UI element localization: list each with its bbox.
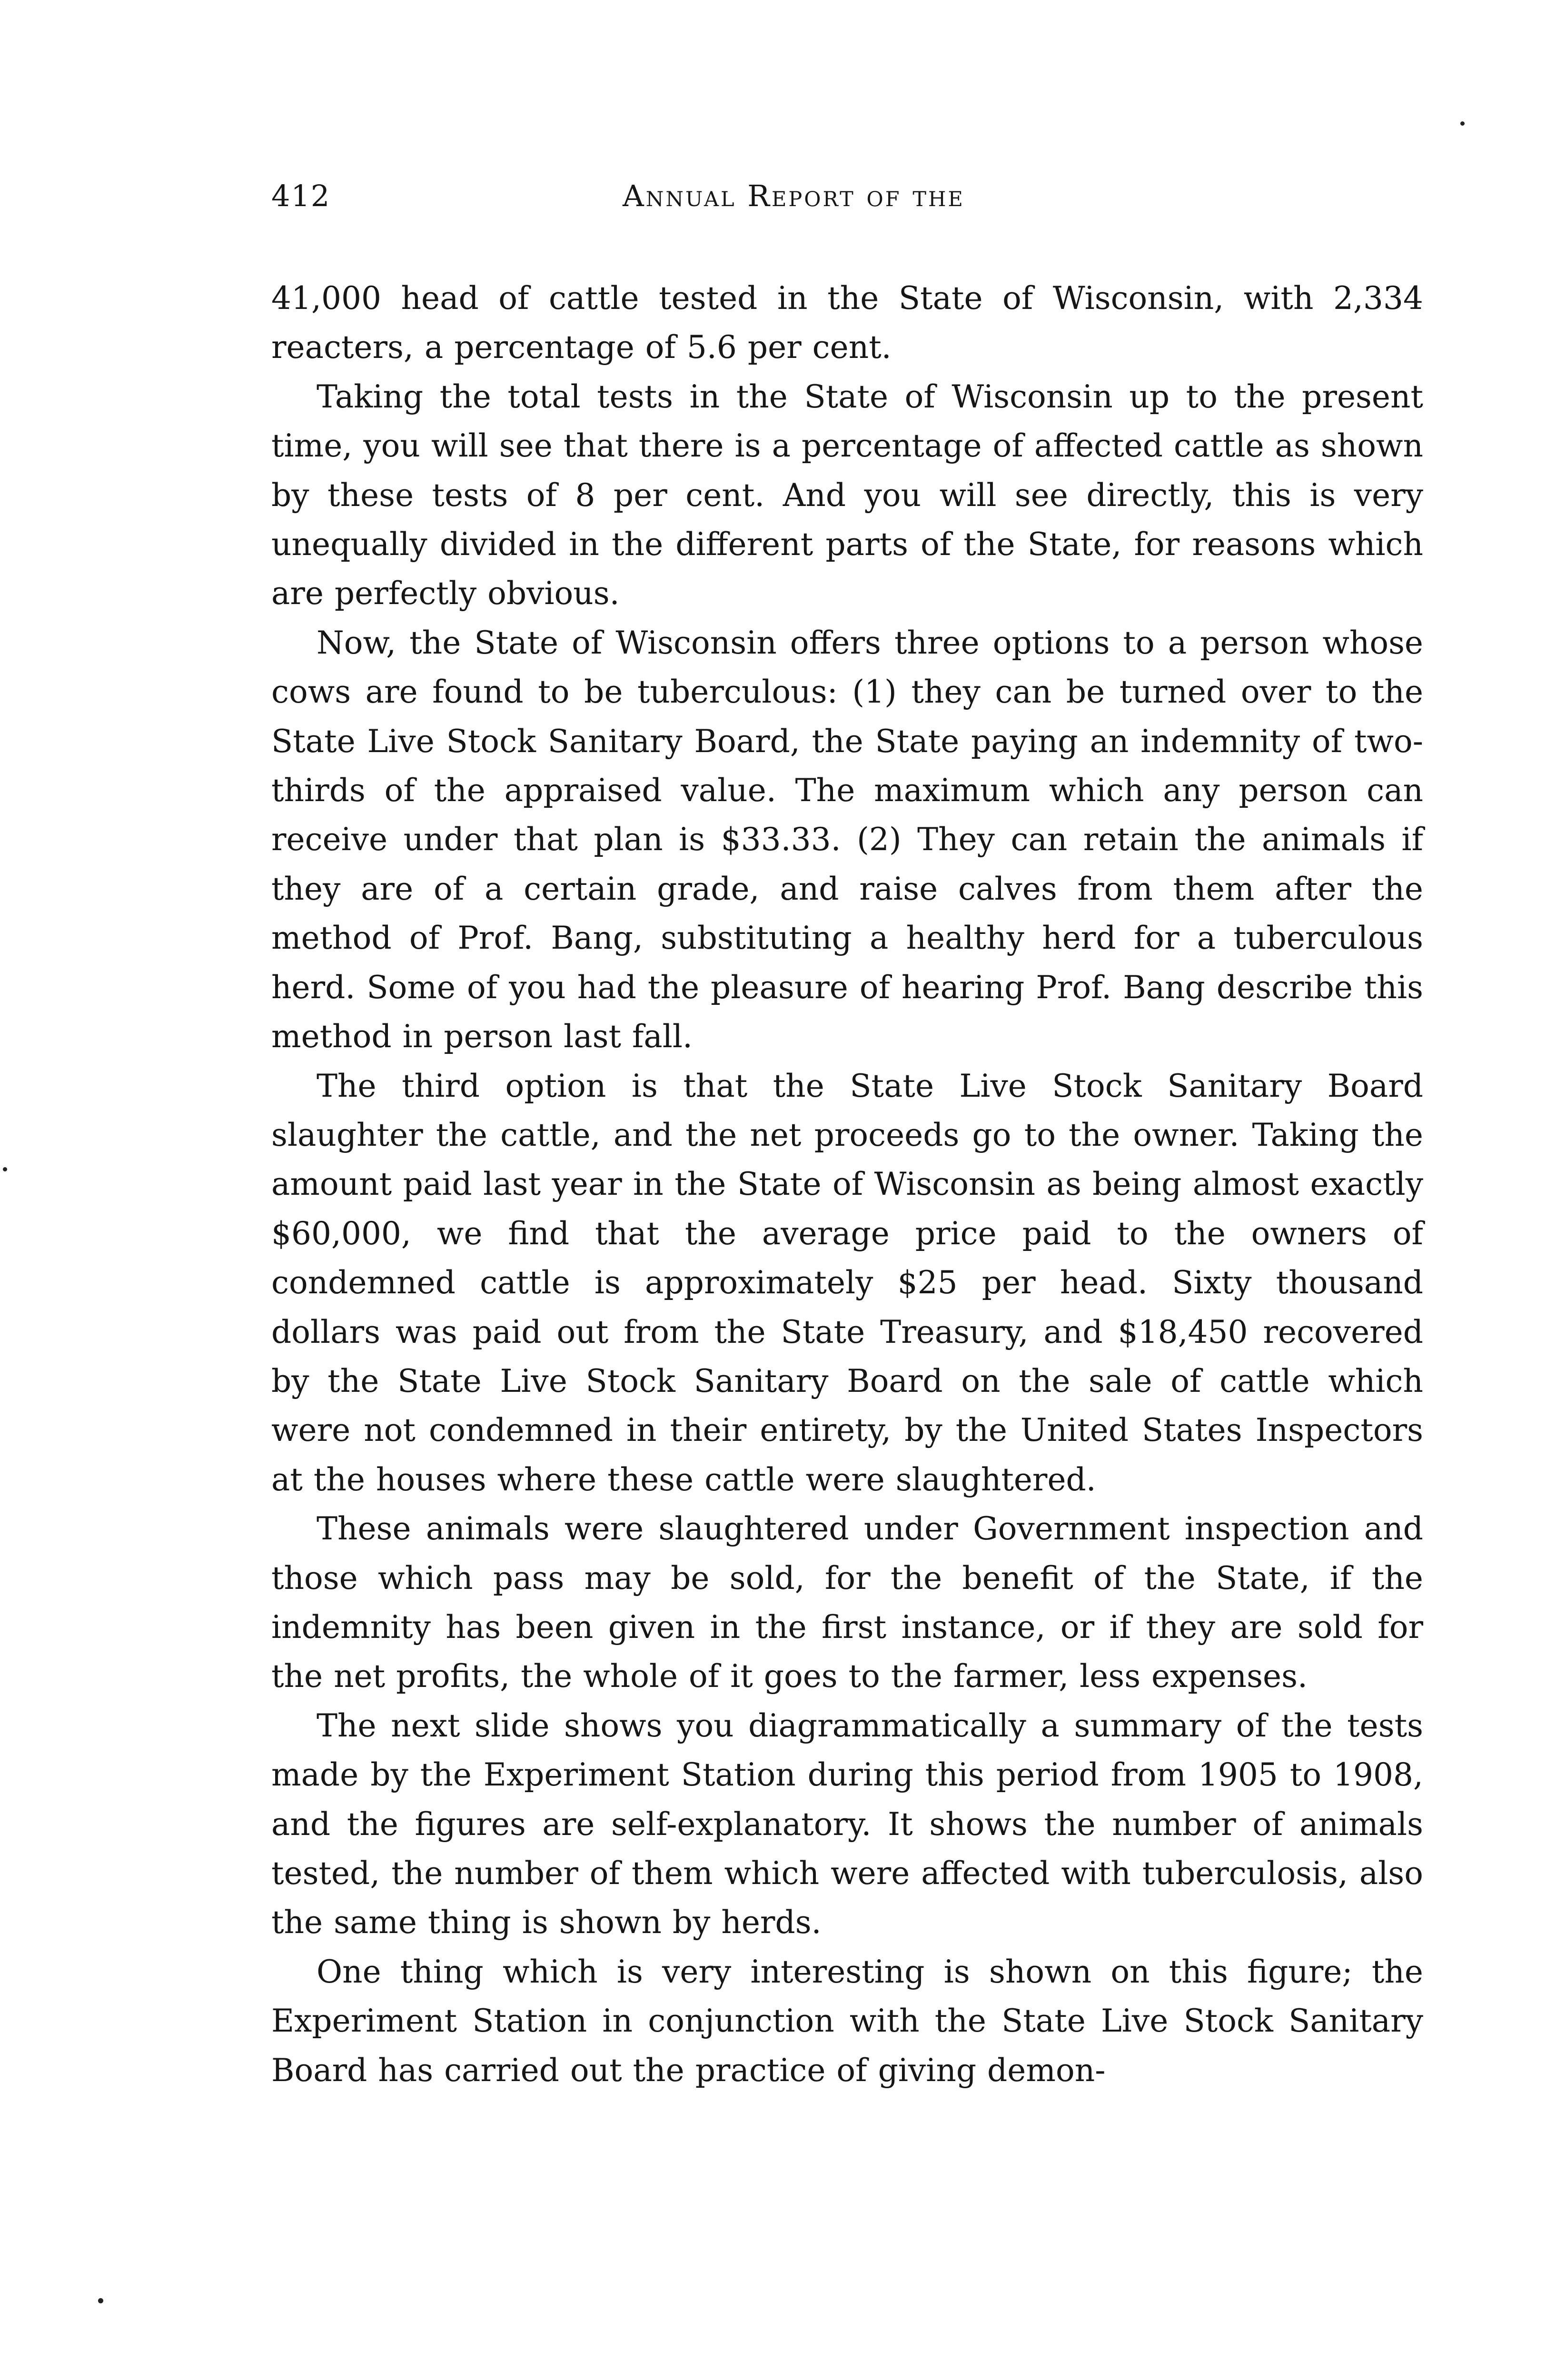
- paragraph-1: 41,000 head of cattle tested in the State of Wisconsin, with 2,334 reacters, a percentage of 5.6 per cent.: [271, 280, 1423, 366]
- page-number: 412: [271, 178, 331, 213]
- paragraph-6: The next slide shows you diagrammatically a summary of the tests made by the Experiment Station during this period from 1905 to 1908, and the figures are self-explanatory. It shows the number of animals tested, the number of them which were affected with tuberculosis, also the same thing is shown by herds.: [271, 1707, 1423, 1941]
- scan-speck: [98, 2298, 103, 2303]
- paragraph-3: Now, the State of Wisconsin offers three options to a person whose cows are found to be tuberculous: (1) they can be turned over to the State Live Stock Sanitary Board, the State paying an indemnity of two-thirds of the appraised value. The maximum which any person can receive under that plan is $33.33. (2) They can retain the animals if they are of a certain grade, and raise calves from them after the method of Prof. Bang, substituting a healthy herd for a tuberculous herd. Some of you had the pleasure of hearing Prof. Bang describe this method in person last fall.: [271, 624, 1423, 1055]
- scan-speck: [1460, 121, 1465, 126]
- paragraph-5: These animals were slaughtered under Government inspection and those which pass may be sold, for the benefit of the State, if the indemnity has been given in the first instance, or if they are sold for the net profits, the whole of it goes to the farmer, less expenses.: [271, 1510, 1423, 1695]
- body-text: [271, 274, 1423, 2095]
- paragraph-4: The third option is that the State Live Stock Sanitary Board slaughter the cattle, and the net proceeds go to the owner. Taking the amount paid last year in the State of Wisconsin as being almost exactly $60,000, we find that the average price paid to the owners of condemned cattle is approximately $25 per head. Sixty thousand dollars was paid out from the State Treasury, and $18,450 recovered by the State Live Stock Sanitary Board on the sale of cattle which were not condemned in their entirety, by the United States Inspectors at the houses where these cattle were slaughtered.: [271, 1067, 1423, 1498]
- paragraph-7: One thing which is very interesting is shown on this figure; the Experiment Station in conjunction with the State Live Stock Sanitary Board has carried out the practice of giving demon-: [271, 1953, 1423, 2089]
- running-title: Annual Report of the: [623, 178, 965, 213]
- running-head: [271, 177, 1423, 234]
- paragraph-2: Taking the total tests in the State of Wisconsin up to the present time, you will see that there is a percentage of affected cattle as shown by these tests of 8 per cent. And you will see directly, this is very unequally divided in the different parts of the State, for reasons which are perfectly obvious.: [271, 378, 1423, 612]
- scan-speck: [3, 1167, 7, 1171]
